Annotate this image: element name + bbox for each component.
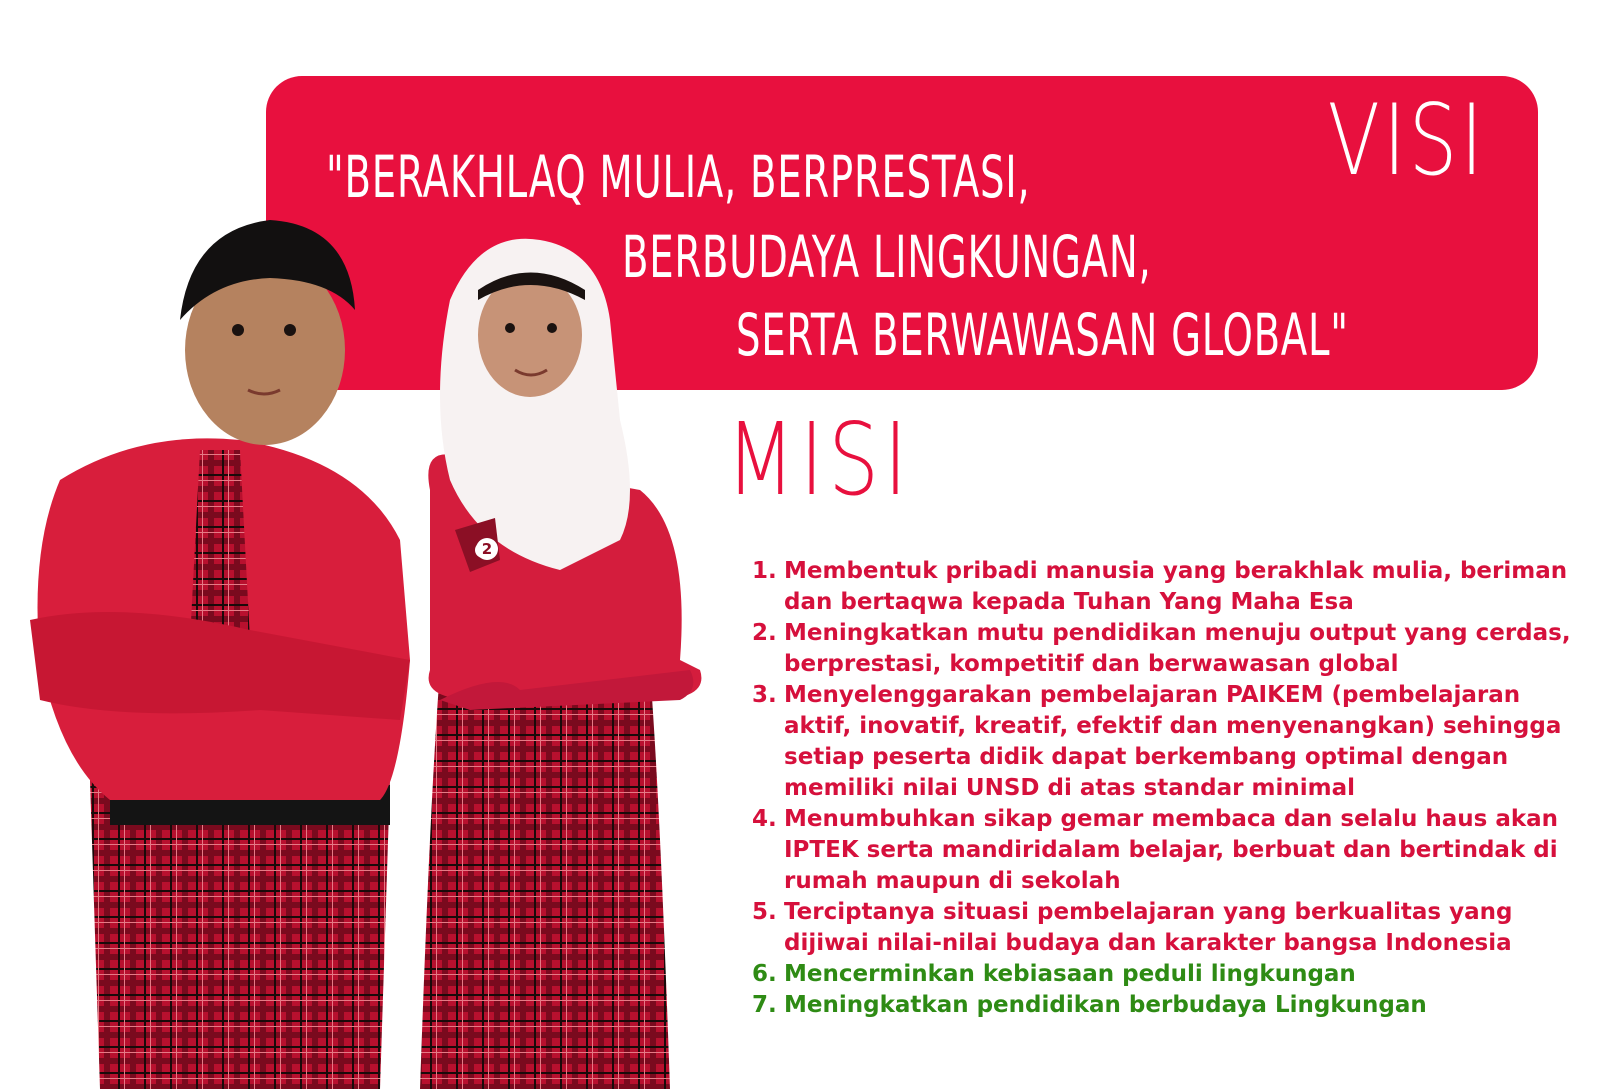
misi-item-6 <box>752 959 1592 990</box>
list-number: 6. <box>752 961 777 987</box>
visi-statement-line-2: BERBUDAYA LINGKUNGAN, <box>622 223 1152 291</box>
misi-item-1 <box>752 556 1592 618</box>
list-number: 2. <box>752 620 777 646</box>
list-number: 1. <box>752 558 777 584</box>
list-number: 4. <box>752 806 777 832</box>
boy-student <box>30 220 410 1089</box>
misi-item-4 <box>752 804 1592 897</box>
misi-item-2 <box>752 618 1592 680</box>
misi-item-3 <box>752 680 1592 804</box>
list-text: Menumbuhkan sikap gemar membaca dan selalu haus akan IPTEK serta mandiridalam belajar, berbuat dan bertindak di rumah maupun di sekolah <box>784 806 1559 894</box>
visi-statement-line-1: "BERAKHLAQ MULIA, BERPRESTASI, <box>326 143 1031 211</box>
sleeve-badge-number: 2 <box>476 538 498 560</box>
list-text: Meningkatkan pendidikan berbudaya Lingkungan <box>784 992 1427 1018</box>
misi-heading: MISI <box>726 401 913 518</box>
list-text: Menyelenggarakan pembelajaran PAIKEM (pembelajaran aktif, inovatif, kreatif, efektif dan menyenangkan) sehingga setiap peserta didik dapat berkembang optimal dengan memiliki nilai UNSD di atas standar minimal <box>784 682 1562 801</box>
list-number: 5. <box>752 899 777 925</box>
misi-item-7 <box>752 990 1592 1021</box>
visi-statement-line-3: SERTA BERWAWASAN GLOBAL" <box>736 301 1349 369</box>
list-text: Meningkatkan mutu pendidikan menuju output yang cerdas, berprestasi, kompetitif dan berwawasan global <box>784 620 1571 677</box>
misi-item-5 <box>752 897 1592 959</box>
list-text: Mencerminkan kebiasaan peduli lingkungan <box>784 961 1356 987</box>
visi-heading: VISI <box>1327 84 1486 198</box>
students-photo <box>0 200 740 1089</box>
list-text: Membentuk pribadi manusia yang berakhlak mulia, beriman dan bertaqwa kepada Tuhan Yang Maha Esa <box>784 558 1568 615</box>
girl-student <box>420 239 701 1089</box>
misi-list <box>752 556 1592 1021</box>
list-text: Terciptanya situasi pembelajaran yang berkualitas yang dijiwai nilai-nilai budaya dan karakter bangsa Indonesia <box>784 899 1513 956</box>
list-number: 7. <box>752 992 777 1018</box>
list-number: 3. <box>752 682 777 708</box>
